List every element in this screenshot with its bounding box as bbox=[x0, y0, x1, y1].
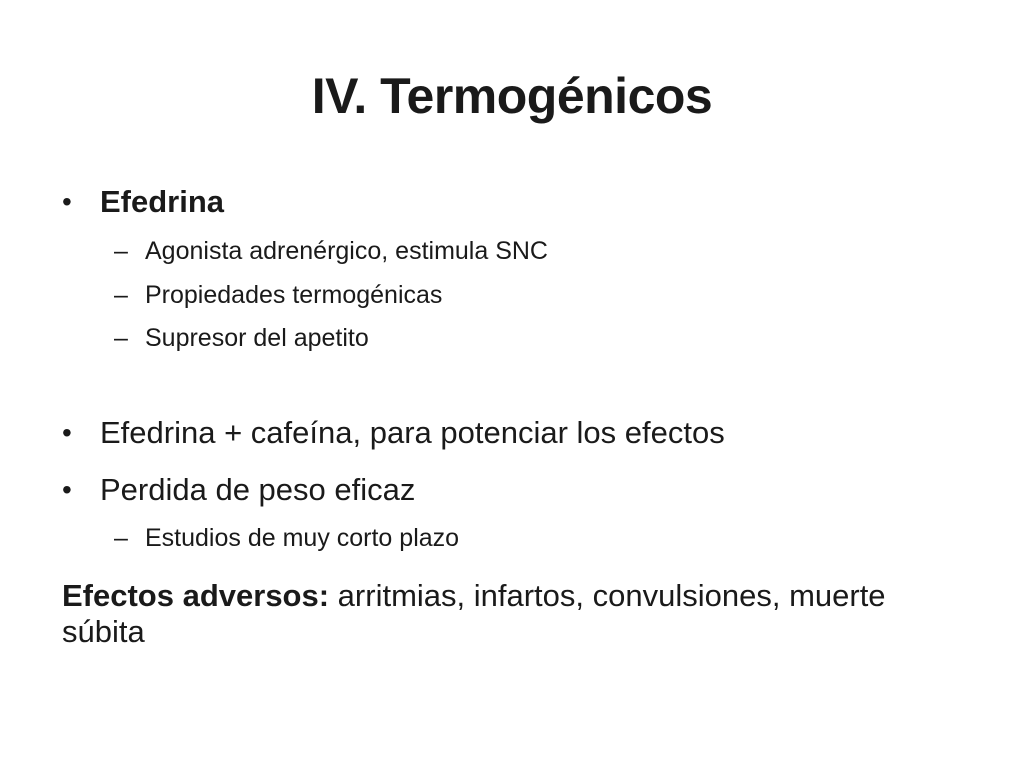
dash-icon: – bbox=[114, 324, 128, 352]
bullet-text: Perdida de peso eficaz bbox=[100, 472, 416, 507]
adverse-effects-label: Efectos adversos: bbox=[62, 578, 330, 613]
bullet-text: Efedrina + cafeína, para potenciar los efectos bbox=[100, 415, 725, 450]
bullet-icon: • bbox=[62, 186, 72, 217]
sub-bullet-text: Propiedades termogénicas bbox=[145, 281, 443, 309]
dash-icon: – bbox=[114, 281, 128, 309]
bullet-icon: • bbox=[62, 417, 72, 448]
bullet-icon: • bbox=[62, 474, 72, 505]
sub-bullet-text: Supresor del apetito bbox=[145, 324, 369, 352]
dash-icon: – bbox=[114, 524, 128, 552]
adverse-effects-text: arritmias, infartos, convulsiones, muerte súbita bbox=[62, 578, 886, 649]
adverse-effects-paragraph bbox=[62, 578, 962, 650]
bullet-text: Efedrina bbox=[100, 184, 225, 219]
slide-title: IV. Termogénicos bbox=[311, 68, 713, 124]
sub-bullet-text: Agonista adrenérgico, estimula SNC bbox=[145, 237, 548, 265]
dash-icon: – bbox=[114, 237, 128, 265]
sub-bullet-text: Estudios de muy corto plazo bbox=[145, 524, 460, 552]
